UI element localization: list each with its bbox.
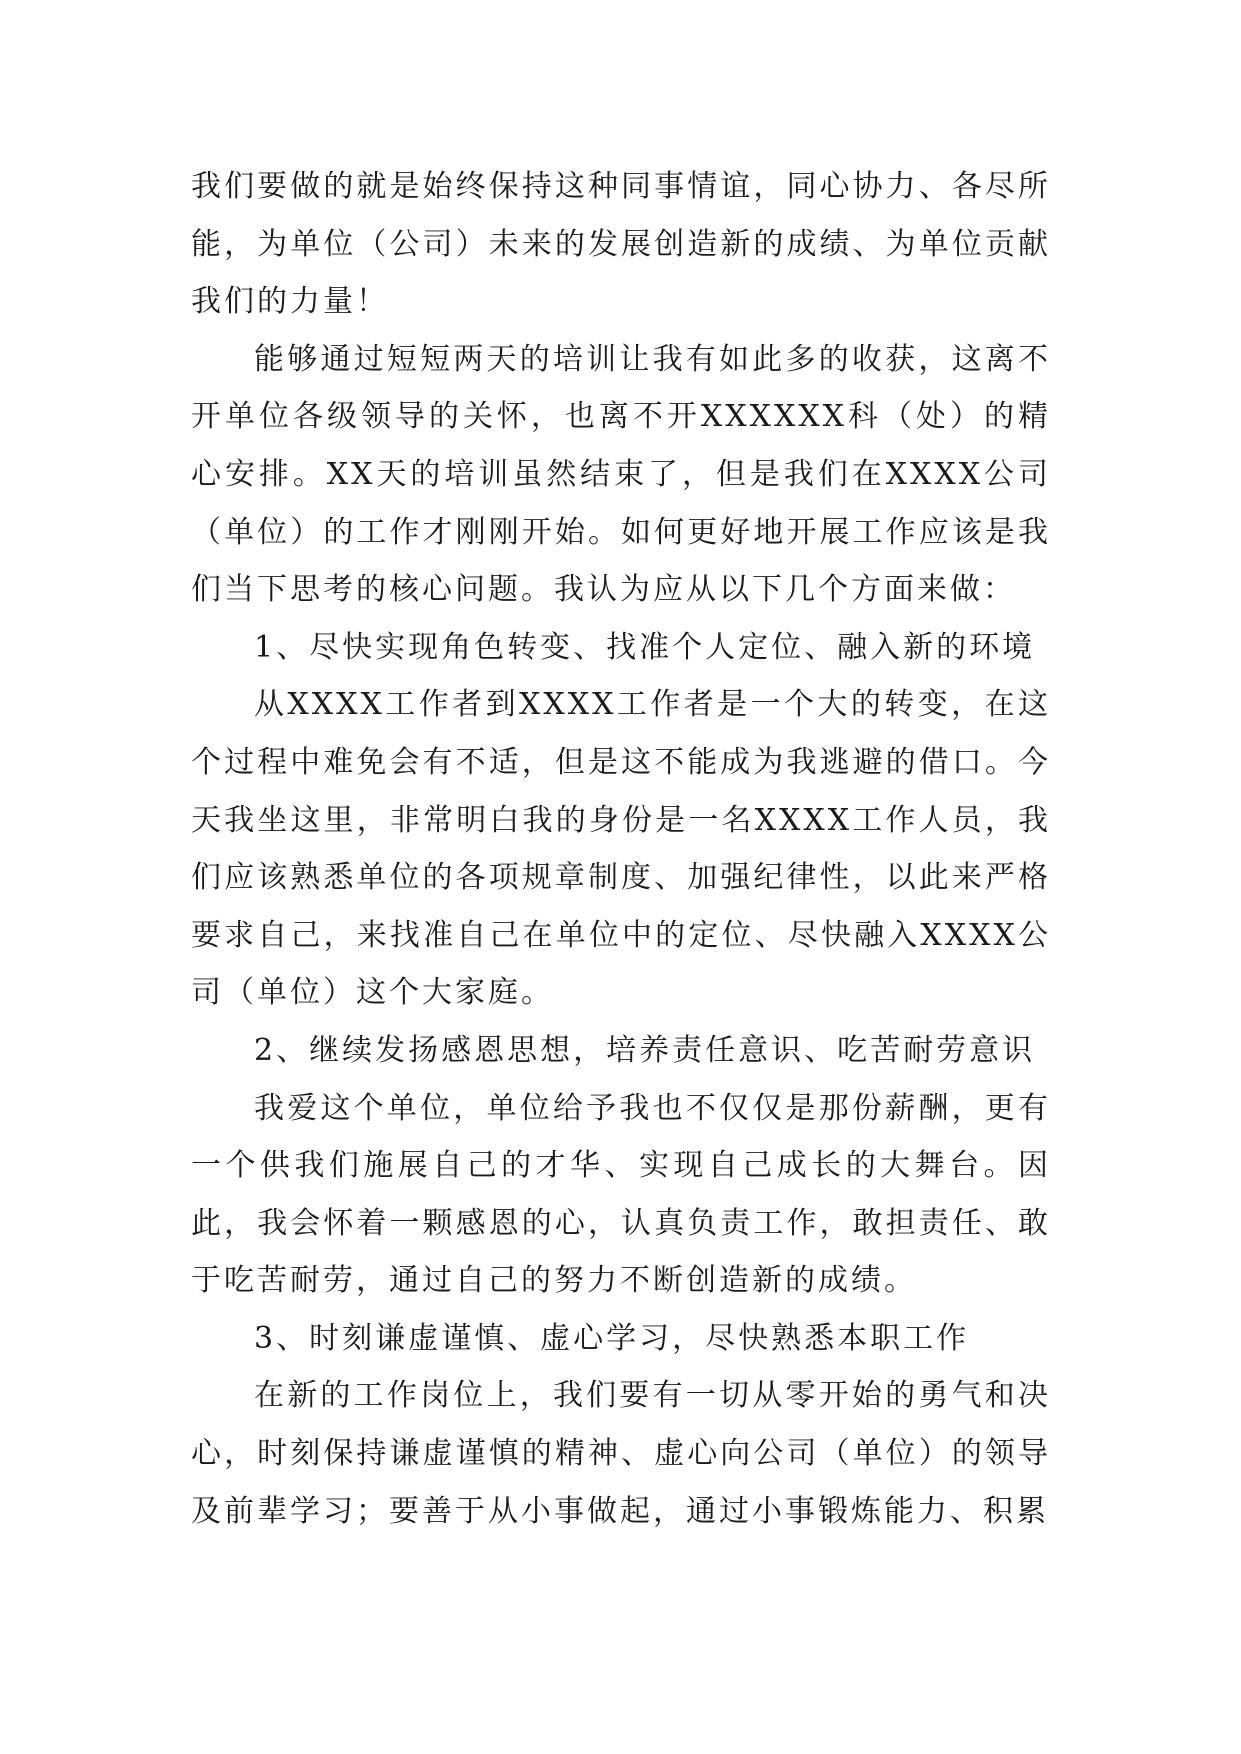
document-body — [191, 158, 1051, 1540]
paragraph-3: 从XXXX工作者到XXXX工作者是一个大的转变，在这个过程中难免会有不适，但是这不能成为我逃避的借口。今天我坐这里，非常明白我的身份是一名XXXX工作人员，我们应该熟悉单位的各项规章制度、加强纪律性，以此来严格要求自己，来找准自己在单位中的定位、尽快融入XXXX公司（单位）这个大家庭。 — [191, 687, 1051, 1011]
section-heading-1: 1、尽快实现角色转变、找准个人定位、融入新的环境 — [254, 629, 1036, 665]
paragraph-5: 在新的工作岗位上，我们要有一切从零开始的勇气和决心，时刻保持谦虚谨慎的精神、虚心向公司（单位）的领导及前辈学习；要善于从小事做起，通过小事锻炼能力、积累 — [191, 1378, 1051, 1529]
paragraph-2: 能够通过短短两天的培训让我有如此多的收获，这离不开单位各级领导的关怀，也离不开XXXXXX科（处）的精心安排。XX天的培训虽然结束了，但是我们在XXXX公司（单位）的工作才刚刚开始。如何更好地开展工作应该是我们当下思考的核心问题。我认为应从以下几个方面来做： — [191, 341, 1051, 608]
paragraph-1: 我们要做的就是始终保持这种同事情谊，同心协力、各尽所能，为单位（公司）未来的发展创造新的成绩、为单位贡献我们的力量！ — [191, 169, 1051, 320]
section-heading-3: 3、时刻谦虚谨慎、虚心学习，尽快熟悉本职工作 — [254, 1320, 970, 1356]
section-heading-2: 2、继续发扬感恩思想，培养责任意识、吃苦耐劳意识 — [254, 1032, 1036, 1068]
paragraph-4: 我爱这个单位，单位给予我也不仅仅是那份薪酬，更有一个供我们施展自己的才华、实现自己成长的大舞台。因此，我会怀着一颗感恩的心，认真负责工作，敢担责任、敢于吃苦耐劳，通过自己的努力不断创造新的成绩。 — [191, 1090, 1051, 1299]
